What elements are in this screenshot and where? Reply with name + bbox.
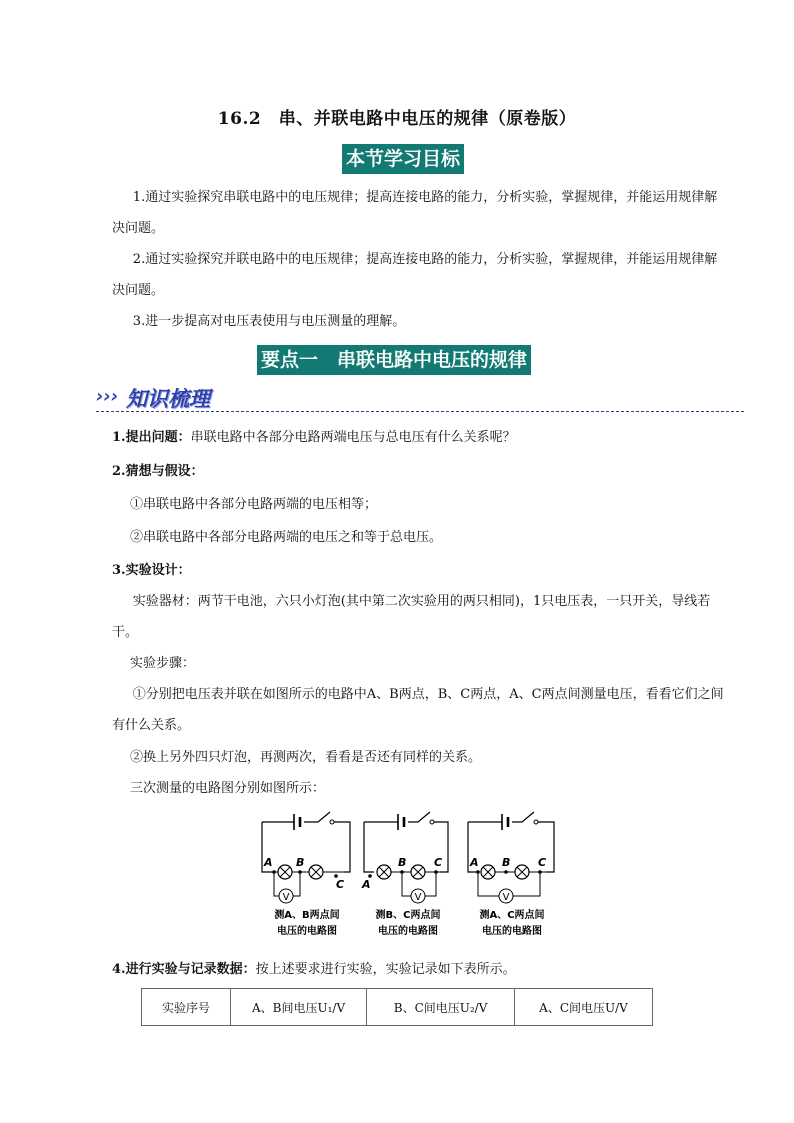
goal-1: 1.通过实验探究串联电路中的电压规律；提高连接电路的能力，分析实验，掌握规律，并能运用规律解决问题。 (112, 190, 718, 236)
voltmeter-label: V (502, 892, 510, 903)
circuit-ac (468, 812, 554, 937)
goal-2: 2.通过实验探究并联电路中的电压规律；提高连接电路的能力，分析实验，掌握规律，并能运用规律解决问题。 (112, 252, 718, 298)
triple-arrow-icon: ››› (96, 386, 119, 407)
point-a: A (470, 856, 479, 869)
circuit-bc (361, 812, 448, 937)
point-c: C (434, 856, 443, 869)
knowledge-label: 知识梳理 (126, 387, 210, 411)
page-title: 16.2 串、并联电路中电压的规律（原卷版） (217, 109, 577, 129)
point-c: C (538, 856, 547, 869)
question-4-label: 4.进行实验与记录数据： (112, 962, 256, 977)
hypothesis-2: ②串联电路中各部分电路两端的电压之和等于总电压。 (130, 530, 443, 545)
circuit-ac-caption-2: 电压的电路图 (482, 926, 542, 937)
voltmeter-label: V (414, 892, 422, 903)
goal-3: 3.进一步提高对电压表使用与电压测量的理解。 (132, 314, 406, 329)
question-1-text: 串联电路中各部分电路两端电压与总电压有什么关系呢？ (190, 430, 516, 445)
question-1-label: 1.提出问题： (112, 430, 191, 445)
voltmeter-label: V (282, 892, 290, 903)
table-header-cell: A、B间电压U₁/V (231, 989, 367, 1026)
diagram-intro: 三次测量的电路图分别如图所示： (130, 781, 326, 796)
question-1 (112, 429, 724, 447)
section-banner-point1: 要点一 串联电路中电压的规律 (257, 345, 531, 375)
table-header-cell: A、C间电压U/V (515, 989, 653, 1026)
point-a: A (264, 856, 273, 869)
circuit-diagrams (252, 808, 562, 944)
circuit-bc-caption-1: 测B、C两点间 (375, 910, 441, 921)
question-4-text: 按上述要求进行实验，实验记录如下表所示。 (255, 962, 516, 977)
table-header-row (142, 989, 653, 1026)
point-b: B (398, 856, 407, 869)
section-banner-goals: 本节学习目标 (342, 144, 464, 174)
point-a: A (362, 878, 371, 891)
data-table (141, 988, 653, 1026)
circuit-ab (262, 812, 350, 937)
knowledge-header (96, 382, 746, 412)
circuit-ab-caption-1: 测A、B两点间 (274, 910, 340, 921)
circuit-ab-caption-2: 电压的电路图 (277, 926, 337, 937)
materials-text: 实验器材：两节干电池，六只小灯泡(其中第二次实验用的两只相同)，1只电压表，一只开关，导线若干。 (112, 594, 711, 640)
steps-label: 实验步骤： (130, 656, 196, 671)
hypothesis-1: ①串联电路中各部分电路两端的电压相等； (130, 497, 378, 512)
point-c: C (336, 878, 345, 891)
step-2: ②换上另外四只灯泡，再测两次，看看是否还有同样的关系。 (130, 750, 482, 765)
question-3-label: 3.实验设计： (112, 563, 191, 578)
circuit-bc-caption-2: 电压的电路图 (378, 926, 438, 937)
question-4 (112, 961, 724, 979)
table-header-cell: 实验序号 (142, 989, 231, 1026)
point-b: B (296, 856, 305, 869)
point-b: B (502, 856, 511, 869)
step-1: ①分别把电压表并联在如图所示的电路中A、B两点，B、C两点，A、C两点间测量电压，看看它们之间有什么关系。 (112, 687, 724, 733)
question-2-label: 2.猜想与假设： (112, 464, 204, 479)
circuit-ac-caption-1: 测A、C两点间 (479, 910, 545, 921)
dashed-divider (96, 411, 744, 412)
table-header-cell: B、C间电压U₂/V (367, 989, 515, 1026)
